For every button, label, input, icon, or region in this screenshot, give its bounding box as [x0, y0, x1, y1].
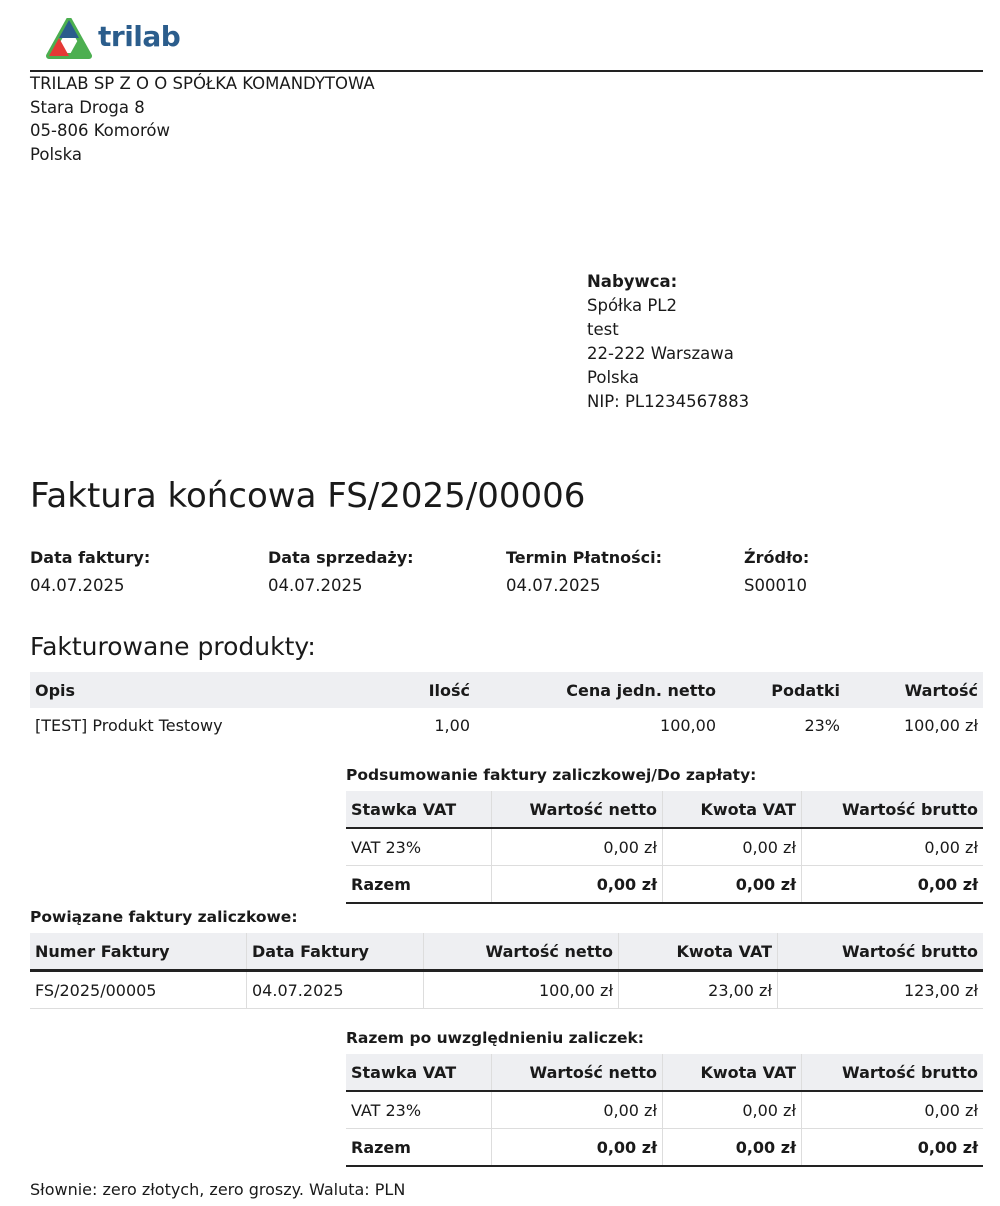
col-value: Wartość	[845, 672, 983, 708]
cell-total-net: 0,00 zł	[492, 866, 663, 904]
cell-net: 0,00 zł	[492, 828, 663, 866]
cell-vat-rate: VAT 23%	[346, 1091, 492, 1129]
col-gross: Wartość brutto	[802, 791, 984, 828]
buyer-label: Nabywca:	[587, 272, 678, 291]
col-quantity: Ilość	[400, 672, 475, 708]
table-header-row	[346, 1054, 983, 1091]
cell-gross: 123,00 zł	[778, 971, 984, 1009]
table-row	[30, 971, 983, 1009]
total-row	[346, 1129, 983, 1167]
meta-value: 04.07.2025	[30, 576, 125, 595]
meta-label: Źródło:	[744, 548, 810, 567]
cell-net: 100,00 zł	[424, 971, 619, 1009]
col-vat-rate: Stawka VAT	[346, 1054, 492, 1091]
cell-total-label: Razem	[346, 866, 492, 904]
cell-vat: 23,00 zł	[619, 971, 778, 1009]
col-unit-price: Cena jedn. netto	[475, 672, 721, 708]
meta-label: Data sprzedaży:	[268, 548, 414, 567]
cell-total-gross: 0,00 zł	[802, 866, 984, 904]
seller-country: Polska	[30, 144, 83, 164]
col-gross: Wartość brutto	[802, 1054, 984, 1091]
products-table	[30, 672, 983, 742]
cell-unit-price: 100,00	[660, 715, 716, 735]
cell-description: [TEST] Produkt Testowy	[35, 715, 223, 735]
seller-street: Stara Droga 8	[30, 97, 145, 117]
meta-label: Data faktury:	[30, 548, 151, 567]
col-invoice-number: Numer Faktury	[30, 933, 247, 971]
buyer-country: Polska	[587, 368, 640, 387]
meta-value: S00010	[744, 576, 807, 595]
col-invoice-date: Data Faktury	[247, 933, 424, 971]
cell-total-net: 0,00 zł	[492, 1129, 663, 1167]
company-logo	[46, 16, 186, 60]
col-vat: Kwota VAT	[663, 1054, 802, 1091]
buyer-address	[587, 270, 749, 414]
seller-address	[30, 72, 375, 166]
cell-total-gross: 0,00 zł	[802, 1129, 984, 1167]
col-net: Wartość netto	[492, 1054, 663, 1091]
advance-summary-heading: Podsumowanie faktury zaliczkowej/Do zapłaty:	[346, 766, 757, 784]
table-row	[30, 708, 983, 742]
cell-total-label: Razem	[346, 1129, 492, 1167]
buyer-line2: test	[587, 320, 619, 339]
meta-due-date	[506, 548, 662, 595]
table-row	[346, 828, 983, 866]
cell-total-vat: 0,00 zł	[663, 866, 802, 904]
final-summary-table	[346, 1054, 983, 1167]
buyer-nip: NIP: PL1234567883	[587, 392, 750, 411]
col-vat: Kwota VAT	[663, 791, 802, 828]
cell-quantity: 1,00	[434, 715, 470, 735]
related-invoices-heading: Powiązane faktury zaliczkowe:	[30, 908, 298, 926]
meta-value: 04.07.2025	[506, 576, 601, 595]
cell-total-vat: 0,00 zł	[663, 1129, 802, 1167]
table-row	[346, 1091, 983, 1129]
cell-net: 0,00 zł	[492, 1091, 663, 1129]
meta-label: Termin Płatności:	[506, 548, 663, 567]
col-net: Wartość netto	[492, 791, 663, 828]
cell-invoice-date: 04.07.2025	[247, 971, 424, 1009]
invoice-title: Faktura końcowa FS/2025/00006	[30, 476, 586, 516]
meta-invoice-date	[30, 548, 150, 595]
cell-invoice-number: FS/2025/00005	[30, 971, 247, 1009]
seller-name: TRILAB SP Z O O SPÓŁKA KOMANDYTOWA	[30, 74, 375, 93]
table-header-row	[30, 933, 983, 971]
advance-summary-table	[346, 791, 983, 904]
final-summary-heading: Razem po uwzględnieniu zaliczek:	[346, 1029, 644, 1047]
meta-source	[744, 548, 809, 595]
cell-vat-rate: VAT 23%	[346, 828, 492, 866]
amount-in-words: Słownie: zero złotych, zero groszy. Waluta: PLN	[30, 1180, 406, 1199]
table-header-row	[30, 672, 983, 708]
logo-wordmark: trilab	[98, 20, 181, 53]
col-vat-rate: Stawka VAT	[346, 791, 492, 828]
meta-sale-date	[268, 548, 414, 595]
total-row	[346, 866, 983, 904]
cell-gross: 0,00 zł	[802, 828, 984, 866]
col-net: Wartość netto	[424, 933, 619, 971]
cell-taxes: 23%	[804, 715, 840, 735]
col-description: Opis	[30, 672, 400, 708]
cell-vat: 0,00 zł	[663, 828, 802, 866]
buyer-name: Spółka PL2	[587, 296, 677, 315]
buyer-city: 22-222 Warszawa	[587, 344, 734, 363]
trilab-logo-icon	[46, 18, 92, 60]
table-header-row	[346, 791, 983, 828]
cell-gross: 0,00 zł	[802, 1091, 984, 1129]
related-invoices-table	[30, 933, 983, 1009]
col-gross: Wartość brutto	[778, 933, 984, 971]
cell-vat: 0,00 zł	[663, 1091, 802, 1129]
col-taxes: Podatki	[721, 672, 845, 708]
products-heading: Fakturowane produkty:	[30, 632, 316, 661]
cell-value: 100,00 zł	[903, 715, 978, 735]
meta-value: 04.07.2025	[268, 576, 363, 595]
col-vat: Kwota VAT	[619, 933, 778, 971]
seller-city: 05-806 Komorów	[30, 121, 170, 140]
